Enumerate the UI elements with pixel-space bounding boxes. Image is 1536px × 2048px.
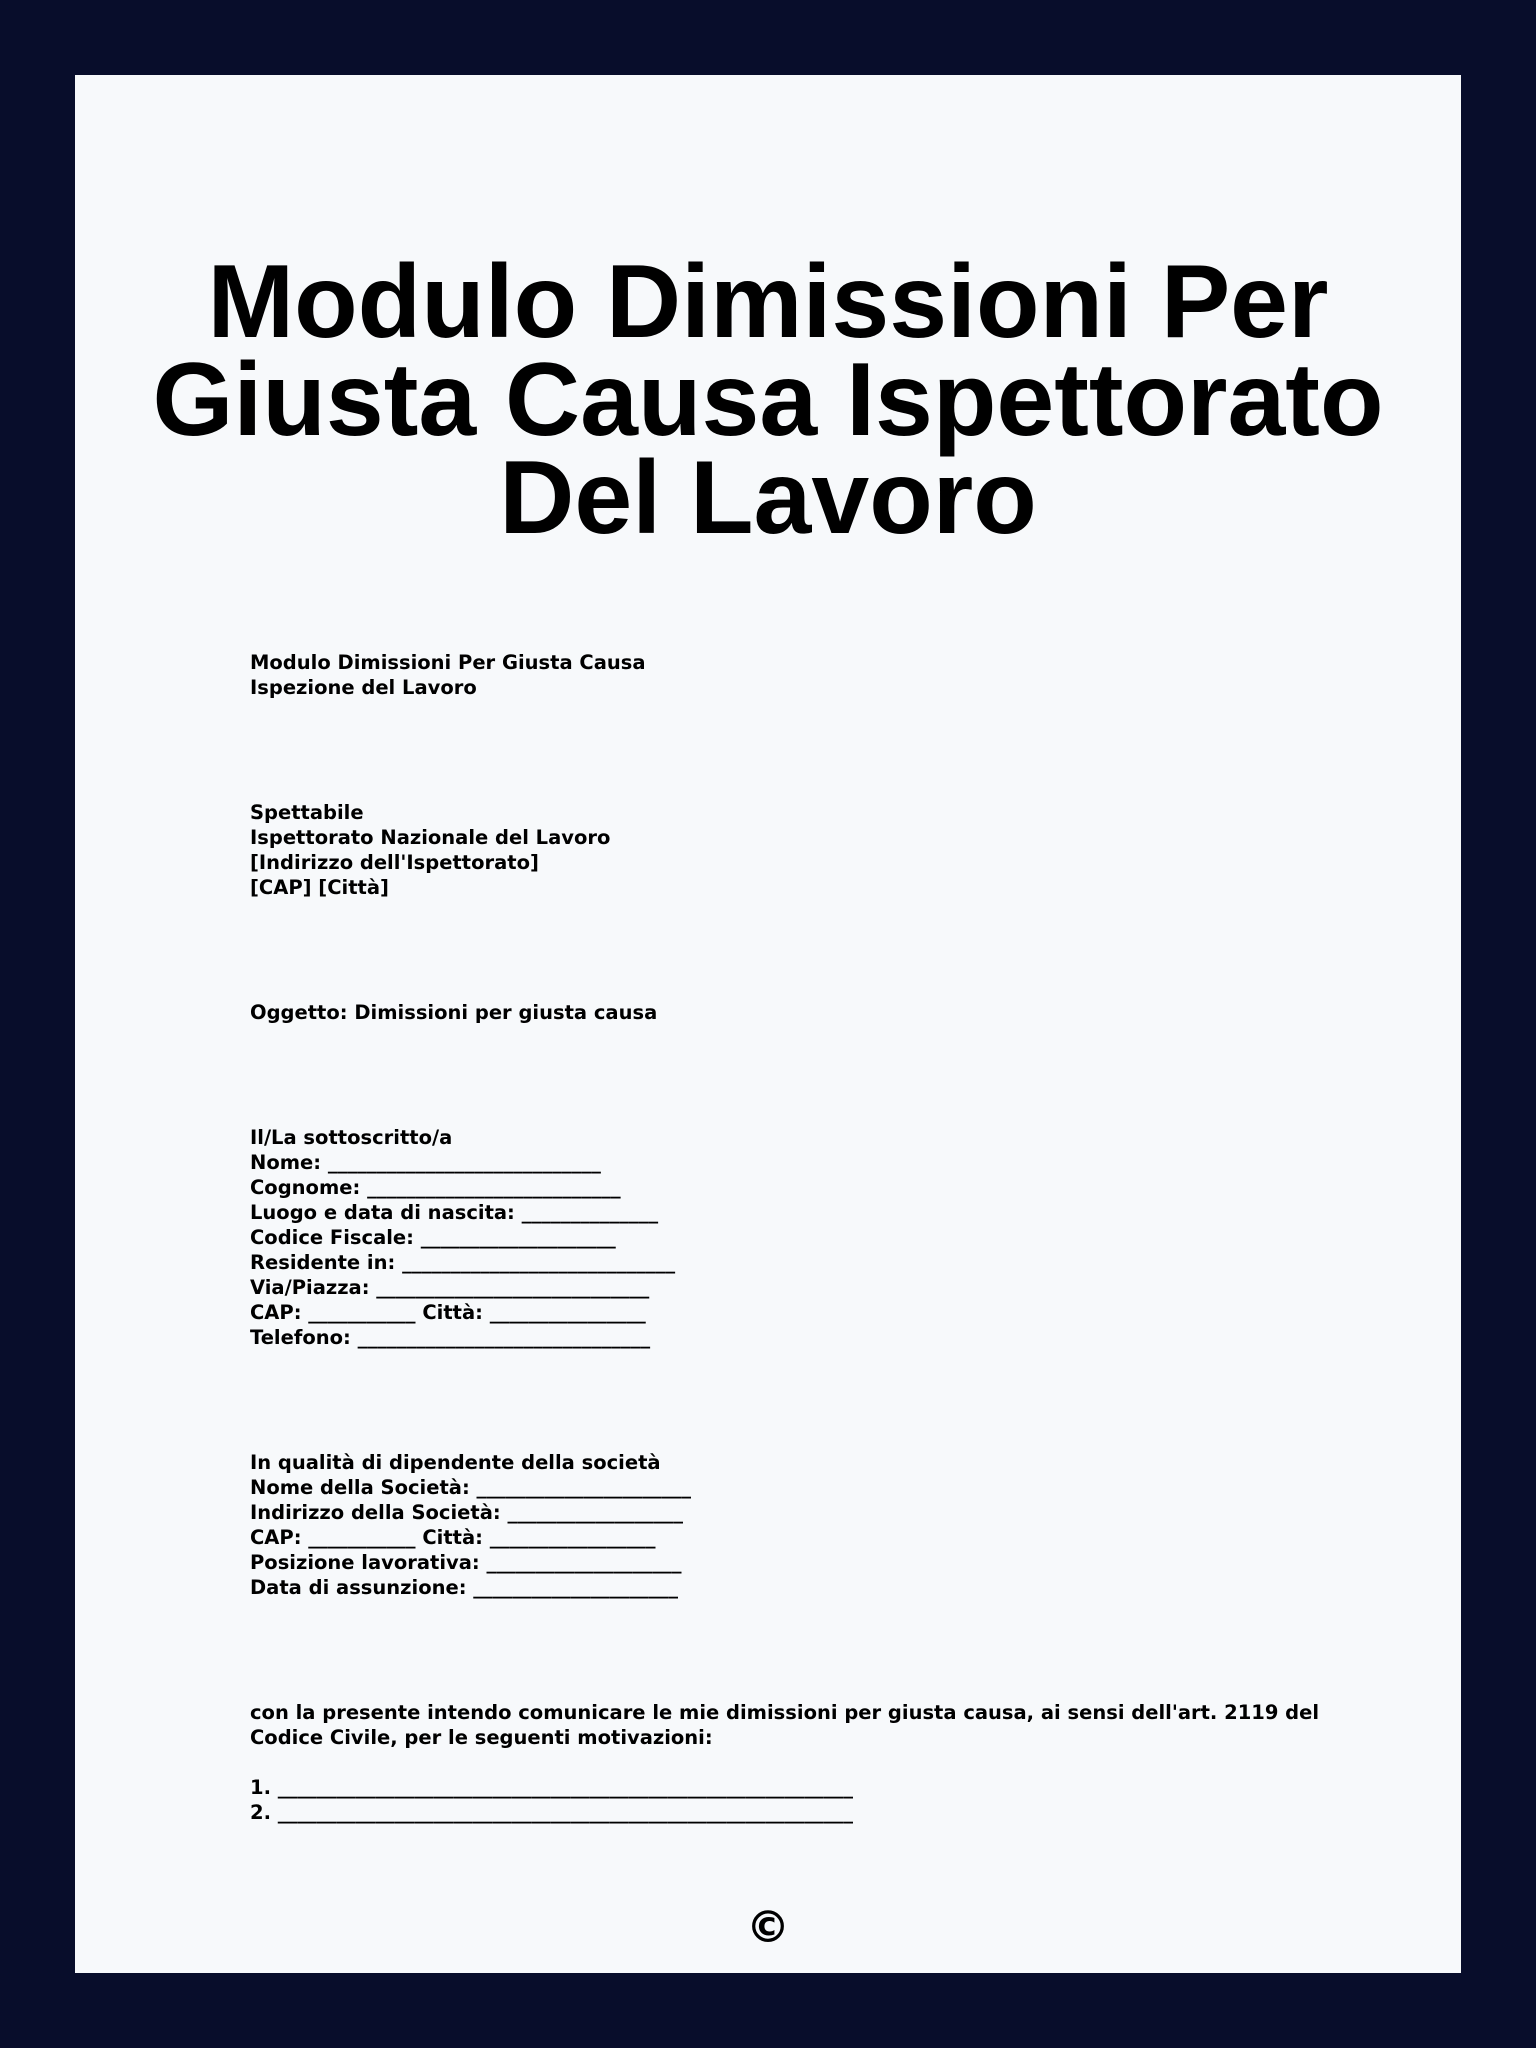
employee-field: Residente in: ____________________________ <box>250 1251 676 1274</box>
employee-field: CAP: ___________ Città: ________________ <box>250 1301 646 1324</box>
recipient-block <box>250 800 1330 900</box>
header-line: Modulo Dimissioni Per Giusta Causa <box>250 651 646 674</box>
employee-line: Il/La sottoscritto/a <box>250 1126 453 1149</box>
recipient-line: Ispettorato Nazionale del Lavoro <box>250 826 611 849</box>
company-field: CAP: ___________ Città: _________________ <box>250 1526 656 1549</box>
employee-field: Telefono: ______________________________ <box>250 1326 651 1349</box>
statement-text: con la presente intendo comunicare le mie dimissioni per giusta causa, ai sensi dell'art. 2119 del Codice Civile, per le seguenti motivazioni: <box>250 1701 1320 1749</box>
recipient-line: Spettabile <box>250 801 364 824</box>
statement-block <box>250 1700 1330 1750</box>
company-field: Indirizzo della Società: __________________ <box>250 1501 683 1524</box>
recipient-line: [CAP] [Città] <box>250 876 389 899</box>
motivations-block <box>250 1775 1330 1825</box>
company-field: Data di assunzione: _____________________ <box>250 1576 679 1599</box>
company-field: Nome della Società: ______________________ <box>250 1476 692 1499</box>
header-block <box>250 650 1330 700</box>
motivation-line: 2. ___________________________________________________________ <box>250 1801 854 1824</box>
copyright-icon: © <box>746 1902 790 1953</box>
employee-block <box>250 1125 1330 1350</box>
company-field: Posizione lavorativa: ____________________ <box>250 1551 682 1574</box>
employee-field: Luogo e data di nascita: ______________ <box>250 1201 659 1224</box>
employee-field: Via/Piazza: ____________________________ <box>250 1276 650 1299</box>
header-line: Ispezione del Lavoro <box>250 676 477 699</box>
subject-line: Oggetto: Dimissioni per giusta causa <box>250 1001 658 1024</box>
document-body <box>250 650 1330 1825</box>
employee-field: Codice Fiscale: ____________________ <box>250 1226 616 1249</box>
motivation-line: 1. ___________________________________________________________ <box>250 1776 854 1799</box>
subject-block <box>250 1000 1330 1025</box>
recipient-line: [Indirizzo dell'Ispettorato] <box>250 851 539 874</box>
document-page <box>75 75 1461 1973</box>
document-title: Modulo Dimissioni Per Giusta Causa Ispettorato Del Lavoro <box>152 244 1384 556</box>
employee-field: Nome: ____________________________ <box>250 1151 601 1174</box>
company-block <box>250 1450 1330 1600</box>
employee-field: Cognome: __________________________ <box>250 1176 621 1199</box>
company-line: In qualità di dipendente della società <box>250 1451 661 1474</box>
